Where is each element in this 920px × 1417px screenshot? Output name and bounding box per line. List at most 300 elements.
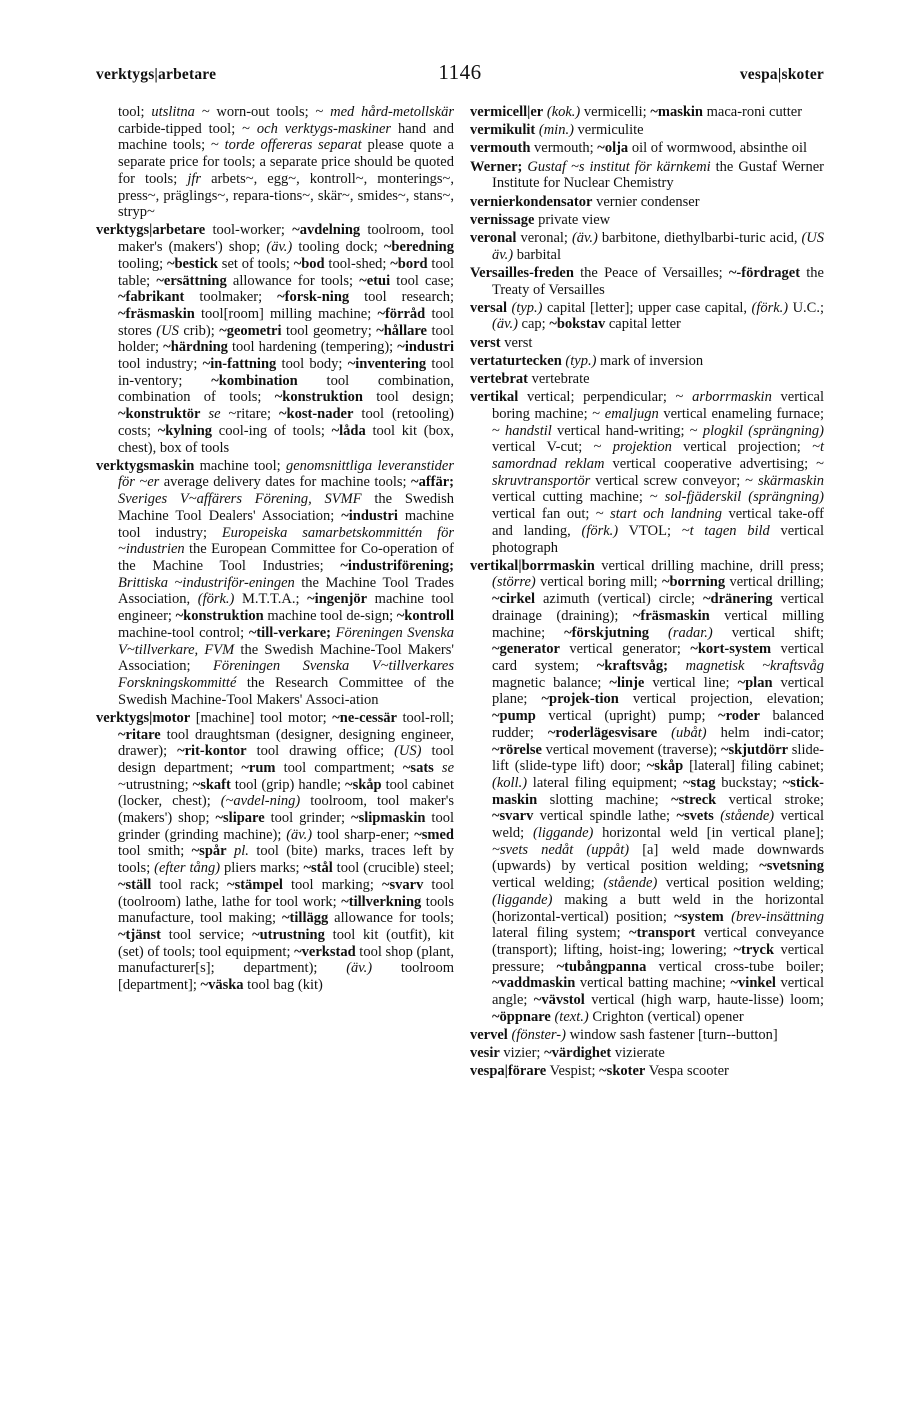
compound-subentry: ~rit-kontor [177,743,247,760]
italic-phrase: handstil [505,422,552,439]
compound-subentry: ~ställ [118,876,152,893]
entry-text: vertical movement (traverse); [541,741,721,758]
entry-text: vizier; [499,1045,545,1062]
entry-text: vertical (high warp, haute-lisse) loom; [584,992,824,1009]
italic-phrase: (fönster-) [511,1026,566,1043]
italic-phrase: (förk.) [751,299,789,316]
entry-text: vertical weld; [492,808,824,842]
italic-phrase: genomsnittliga leveranstider för ~er [118,457,455,491]
compound-subentry: ~svets [676,808,714,825]
entry-text: tool industry; [118,356,203,373]
dictionary-entry [470,265,824,298]
entry-text: tooling dock; [292,239,384,256]
compound-subentry: ~verkstad [294,943,356,960]
italic-phrase: (typ.) [511,299,543,316]
compound-subentry: ~vävstol [533,992,585,1009]
italic-phrase: ~t tagen bild [681,522,770,539]
compound-subentry: ~svarv [492,808,534,825]
entry-text: tool (retooling) costs; [118,406,454,439]
entry-headword: vesir [470,1045,500,1062]
compound-subentry: ~spår [191,843,227,860]
entry-text: tool in-ventory; [118,356,454,389]
entry-headword: vermouth [470,140,531,157]
italic-phrase: (stående) [603,875,658,892]
entry-text: vertical photograph [492,522,824,556]
compound-subentry: ~roderlägesvisare [547,724,658,741]
compound-subentry: ~härdning [163,339,228,356]
italic-phrase: jfr [187,170,202,187]
entry-text: vertical enameling furnace; ~ [492,405,824,439]
entry-text: mark of inversion [596,352,704,369]
entry-text: vermiculite [573,122,644,139]
compound-subentry: ~etui [359,272,391,289]
compound-subentry: ~till-verkare; [248,624,331,641]
entry-text: vertical hand-writing; ~ [551,422,703,439]
entry-text: the Gustaf Werner Institute for Nuclear Chemistry [492,158,825,192]
entry-text: tool[room] milling machine; [194,305,378,322]
entry-text [649,625,668,641]
compound-subentry: ~tjänst [118,926,161,943]
entry-text: vertical projection; [671,439,813,456]
entry-text: tool grinder; [264,810,352,827]
entry-text: machine tool engineer; [118,591,454,625]
italic-phrase: (US äv.) [492,229,825,263]
entry-text: tool-roll; [396,709,454,726]
compound-subentry: ~konstruktion [274,389,363,406]
entry-headword: Werner; [470,158,523,175]
entry-headword: versal [470,299,508,316]
compound-subentry: ~in-fattning [202,356,277,373]
dictionary-entry [470,353,824,370]
italic-phrase: Gustaf ~s institut för kärnkemi [527,158,711,175]
compound-subentry: ~avdelning [292,222,361,239]
entry-text: Vespist; [546,1063,600,1080]
entry-text: U.C.; [788,299,825,316]
entry-text: tool shop (plant, manufacturer[s]; department); [118,943,454,977]
compound-subentry: ~bokstav [549,316,606,333]
dictionary-entry [470,1027,824,1044]
entry-text: barbitone, diethylbarbi-turic acid, [597,229,802,246]
italic-phrase: (brev-insättning [731,908,824,925]
entry-text: please quote a separate price for tools; a separate price should be quoted for tools; [118,137,454,187]
entry-text: vertical screw conveyor; ~ [590,472,758,489]
entry-text: tool-worker; [205,222,293,239]
compound-subentry: ~affär; [411,474,454,491]
italic-phrase: (typ.) [565,352,597,369]
entry-text: tools manufacture, tool making; [118,893,454,927]
entry-headword: vermikulit [470,122,536,139]
italic-phrase: (äv.) [492,316,518,333]
entry-text: vertical stroke; [716,791,824,808]
compound-subentry: ~slipare [215,810,265,827]
italic-phrase: (US [156,322,179,339]
entry-text: vertical line; [644,674,738,691]
compound-subentry: ~förskjutning [564,624,650,641]
entry-text: tool drawing office; [246,743,395,760]
dictionary-entry [470,371,824,388]
italic-phrase: (efter tång) [154,860,221,877]
italic-phrase: med hård-metollskär [330,104,455,120]
dictionary-entry [470,104,824,121]
page-number: 1146 [438,60,482,84]
entry-text: vertical pressure; [492,941,824,975]
entry-text: vertical milling machine; [492,607,824,641]
italic-phrase: (min.) [538,122,574,139]
entry-text: vertical boring mill; [535,574,662,591]
entry-text: [a] weld made downwards (upwards) by vertical position welding; [492,841,824,875]
compound-subentry: ~hållare [376,322,427,339]
compound-subentry: ~utrustning [252,926,325,943]
compound-subentry: ~skåp [646,758,684,775]
entry-text: tool case; [390,272,454,289]
entry-text: tool grinder (grinding machine); [118,810,454,843]
compound-subentry: ~skoter [599,1063,646,1080]
compound-subentry: ~kost-nader [279,406,354,423]
compound-subentry: ~väska [200,977,244,994]
entry-text: tool stores [118,305,454,339]
compound-subentry: ~beredning [383,239,454,256]
dictionary-entry [96,104,454,221]
entry-text: cool-ing of tools; [212,422,332,439]
entry-text: tool rack; [151,876,228,893]
compound-subentry: ~kylning [157,422,213,439]
compound-subentry: ~kraftsvåg; [596,658,668,674]
entry-text: vertical welding; [492,875,604,892]
entry-text: tool geometry; [281,322,377,339]
entry-text: vertical spindle lathe; [533,808,677,825]
compound-subentry: ~kombination [211,372,298,389]
compound-subentry: ~svarv [382,876,424,893]
compound-subentry: ~tryck [733,941,775,958]
entry-headword: Versailles-freden [470,264,574,281]
right-column [470,104,824,1082]
entry-text: vertical drainage (draining); [492,591,824,624]
entry-text: tool holder; [118,322,454,356]
dictionary-entry [470,230,824,263]
entry-text: tool-shed; [324,255,391,272]
entry-headword: vermicell|er [470,104,544,120]
italic-phrase: (US) [394,743,422,760]
compound-subentry: ~borrning [661,574,726,591]
entry-text [227,843,234,859]
entry-text [434,760,442,776]
entry-text [657,725,671,741]
entry-text: allowance for tools; [226,272,360,289]
compound-subentry: ~slipmaskin [351,810,426,827]
entry-text: window sash fastener [turn--button] [565,1026,778,1043]
entry-text: arbets~, egg~, kontroll~, monterings~, press~, präglings~, repara-tions~, skär~, smides~, stans~, stryp~ [118,170,454,221]
entry-text: tool marking; [282,876,382,893]
compound-subentry: ~cirkel [492,591,535,608]
italic-phrase: pl. [234,843,249,860]
compound-subentry: ~inventering [347,356,427,373]
compound-subentry: ~geometri [219,322,282,339]
entry-text: vertical take-off and landing, [492,506,824,539]
italic-phrase: ~svets nedåt (uppåt) [492,841,630,858]
compound-subentry: ~smed [414,826,454,843]
left-guide-word: verktygs|arbetare [96,66,217,83]
entry-text: barbital [513,246,561,263]
italic-phrase: plogkil (sprängning) [702,422,824,439]
entry-text: the Swedish Machine-Tool Makers' Association; [118,641,454,675]
compound-subentry: ~-fördraget [728,264,801,281]
compound-subentry: ~generator [492,641,560,658]
compound-subentry: ~kontroll [396,608,454,625]
entry-text: vertical; perpendicular; ~ [518,389,693,406]
dictionary-entry [470,1063,824,1080]
entry-headword: vespa|förare [470,1063,547,1080]
entry-text: vertebrate [527,371,590,388]
entry-text: tool sharp-ener; [312,826,415,843]
italic-phrase: (text.) [554,1008,589,1025]
compound-subentry: ~öppnare [492,1008,551,1025]
entry-headword: verktygsmaskin [96,457,195,474]
entry-text [668,658,686,674]
entry-text: carbide-tipped tool; ~ [118,120,257,137]
italic-phrase: arborrmaskin [692,389,772,406]
dictionary-entry [96,222,454,456]
left-column [96,104,454,995]
italic-phrase: start och landning [610,506,723,523]
entry-text: the Treaty of Versailles [492,264,824,298]
entry-headword: vertikal [470,389,519,406]
entry-text: vertical angle; [492,975,824,1009]
entry-text: vertical cutting machine; ~ [492,489,665,506]
compound-subentry: ~industriförening; [340,557,454,574]
compound-subentry: ~maskin [650,104,703,120]
compound-subentry: ~bod [293,255,325,272]
compound-subentry: ~stål [303,860,333,877]
entry-text: machine tool industry; [118,507,454,541]
italic-phrase: utslitna ~ [151,104,210,120]
dictionary-entry [470,335,824,352]
entry-text: magnetic balance; [492,674,610,691]
compound-subentry: ~förråd [377,305,426,322]
dictionary-entry [470,122,824,139]
entry-text: lateral filing equipment; [527,774,683,791]
entry-text: the Swedish Machine Tool Dealers' Association; [118,491,454,524]
italic-phrase: (~avdel-ning) [220,793,301,810]
compound-subentry: ~ersättning [156,272,227,289]
entry-text: vertical projection, elevation; [618,691,824,708]
compound-subentry: ~ritare [118,726,161,743]
compound-subentry: ~rörelse [492,741,542,758]
italic-phrase: (radar.) [668,624,713,641]
entry-text: tool combination, combination of tools; [118,372,455,406]
entry-text: hand and machine tools; ~ [118,120,454,154]
italic-phrase: skruvtransportör [492,472,591,489]
italic-phrase: (äv.) [571,229,598,246]
italic-phrase: (större) [492,574,536,591]
compound-subentry: ~ingenjör [307,591,368,608]
entry-text: VTOL; [618,522,682,539]
italic-phrase: (förk.) [197,591,235,608]
italic-phrase: Föreningen Svenska V~tillverkares Forskningskommitté [118,658,455,691]
entry-text: lateral filing system; [492,925,630,942]
entry-text: tool body; [276,356,348,373]
compound-subentry: ~pump [492,708,536,725]
entry-text: tool smith; [118,843,192,860]
italic-phrase: (förk.) [581,522,619,539]
entry-text: average delivery dates for machine tools; [159,474,412,491]
compound-subentry: ~rum [241,759,276,776]
compound-subentry: ~roder [718,708,760,725]
entry-text: tool kit (outfit), kit (set) of tools; tool equipment; [118,926,454,960]
entry-text: toolroom [department]; [118,960,454,994]
entry-text: the Research Committee of the Swedish Machine-Tool Makers' Associ-ation [118,674,454,708]
italic-phrase: torde offereras separat [224,137,362,154]
entry-text: [machine] tool motor; [190,709,333,726]
entry-text: balanced rudder; [492,708,824,741]
italic-phrase: (ubåt) [671,724,707,741]
right-guide-word: vespa|skoter [739,66,824,83]
entry-text: azimuth (vertical) circle; [534,591,703,608]
entry-text: cap; [517,316,550,333]
entry-text: capital [letter]; upper case capital, [542,299,752,316]
italic-phrase: (äv.) [266,239,293,256]
entry-text: M.T.T.A.; [234,591,308,608]
entry-text: vertical conveyance (transport); lifting, hoist-ing; lowering; [492,925,824,958]
dictionary-entry [96,710,454,994]
italic-phrase: emaljugn [604,405,659,422]
entry-text: the Machine Tool Trades Association, [118,574,455,608]
entry-text: tool (toolroom) lathe, lathe for tool work; [118,876,454,910]
entry-headword: vertaturtecken [470,352,562,369]
entry-headword: vervel [470,1026,508,1043]
entry-text: vertical card system; [492,641,824,674]
entry-text: making a butt weld in the horizontal (horizontal-vertical) position; [492,891,824,925]
compound-subentry: ~tillverkning [341,893,422,910]
entry-text: slide-lift (slide-type lift) door; [492,741,824,775]
compound-subentry: ~fräsmaskin [118,305,195,322]
dictionary-entry [470,194,824,211]
italic-phrase: ~t samordnad reklam [492,439,824,473]
compound-subentry: ~plan [737,674,773,691]
dictionary-entry [470,159,824,192]
entry-text: tool research; [349,289,454,306]
compound-subentry: ~system [674,908,724,925]
entry-text: toolmaker; [184,289,278,306]
compound-subentry: ~projek-tion [541,691,619,708]
entry-text: vertical position welding; [657,875,824,892]
entry-text: worn-out tools; ~ [209,104,331,120]
entry-text: vermouth; [530,140,598,157]
entry-text: vertical cross-tube boiler; [646,958,825,975]
entry-text: machine tool; [194,457,286,474]
italic-phrase: se [441,759,455,776]
entry-text: oil of wormwood, absinthe oil [628,140,808,157]
compound-subentry: ~stämpel [227,876,283,893]
compound-subentry: ~konstruktion [175,608,264,625]
italic-phrase: (koll.) [492,774,528,791]
italic-phrase: Sveriges V~affärers Förening, SVMF [118,491,362,508]
entry-headword: vernissage [470,211,535,228]
dictionary-entry [470,140,824,157]
entry-text: the European Committee for Co-operation of the Machine Tool Industries; [118,541,454,574]
entry-text: horizontal weld [in vertical plane]; [593,825,825,842]
entry-text: tool (crucible) steel; [332,860,454,877]
italic-phrase: projektion [612,439,672,456]
compound-subentry: ~forsk-ning [277,289,350,306]
italic-phrase: (kok.) [546,104,581,120]
dictionary-entry [470,1045,824,1062]
compound-subentry: ~vaddmaskin [492,975,576,992]
compound-subentry: ~skåp [345,776,382,793]
entry-text: tool (bite) marks, traces left by tools; [118,843,455,877]
italic-phrase: magnetisk ~kraftsvåg [685,658,824,674]
entry-text: [lateral] filing cabinet; [683,758,824,775]
entry-headword: verktygs|motor [96,709,191,726]
entry-text: maca-roni cutter [703,104,803,120]
entry-text: tool cabinet (locker, chest); [118,776,454,810]
entry-text: vertical cooperative advertising; ~ [604,456,824,473]
entry-text: ~utrustning; [118,776,193,793]
entry-text: tool kit (box, chest), box of tools [118,422,454,456]
entry-text: helm indi-cator; [706,724,824,741]
compound-subentry: ~skaft [192,776,231,793]
entry-text: tool; [118,104,152,120]
entry-text: the Peace of Versailles; [573,264,729,281]
compound-subentry: ~skjutdörr [720,741,789,758]
italic-phrase: Brittiska ~industriför-eningen [118,574,295,591]
entry-text: tool compartment; [275,759,403,776]
entry-text: capital letter [605,316,681,333]
entry-text: vertical fan out; ~ [492,506,611,523]
entry-text: vertical shift; [712,624,825,641]
compound-subentry: ~stick-maskin [492,774,825,808]
entry-text: vertical boring machine; ~ [492,389,824,422]
entry-text: slotting machine; [537,791,672,808]
entry-text: vertical drilling; [725,574,824,591]
entry-text: tool draughtsman (designer, designing engineer, drawer); [118,726,454,760]
entry-text: vertical generator; [559,641,691,658]
entry-headword: vernierkondensator [470,193,593,210]
entry-text: private view [534,211,611,228]
entry-text: tooling; [118,255,167,272]
entry-text: set of tools; [217,255,294,272]
compound-subentry: ~tubångpanna [556,958,647,975]
entry-headword: verktygs|arbetare [96,222,206,239]
entry-text: tool bag (kit) [243,977,323,994]
entry-headword: vertikal|borrmaskin [470,557,595,574]
compound-subentry: ~värdighet [544,1045,612,1062]
entry-text: pliers marks; [220,860,304,877]
compound-subentry: ~olja [597,140,629,157]
entry-text [724,909,731,925]
entry-text: vermicelli; [580,104,651,120]
entry-text: machine-tool control; [118,624,249,641]
entry-text: vertical batting machine; [575,975,731,992]
entry-text: Crighton (vertical) opener [588,1008,744,1025]
dictionary-entry [96,458,454,709]
italic-phrase: och verktygs-maskiner [256,120,392,137]
entry-text: vertical plane; [492,674,824,708]
entry-headword: vertebrat [470,371,528,388]
entry-text: machine tool de-sign; [263,608,397,625]
entry-text: crib); [178,322,220,339]
compound-subentry: ~dränering [702,591,773,608]
italic-phrase: sol-fjäderskil (sprängning) [664,489,824,506]
compound-subentry: ~ne-cessär [332,709,397,726]
compound-subentry: ~fabrikant [118,289,185,306]
entry-text: tool table; [118,255,454,289]
entry-text: toolroom, tool maker's (makers') shop; [118,793,454,827]
entry-text: vertical drilling machine, drill press; [594,557,824,574]
dictionary-entry [470,389,824,556]
italic-phrase: Föreningen Svenska V~tillverkare, FVM [118,624,455,658]
entry-text: tool design; [362,389,454,406]
page-header [96,60,824,90]
